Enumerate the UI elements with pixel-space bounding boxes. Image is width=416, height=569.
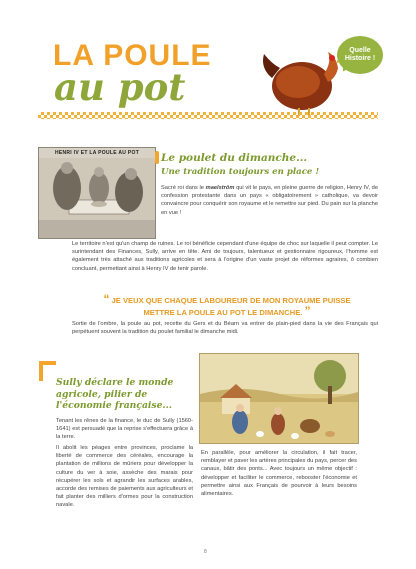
section1-paragraph1 (161, 184, 378, 217)
checkered-divider (38, 112, 378, 119)
farm-scene (200, 354, 358, 443)
para1-text-start: Sacré roi dans le (161, 185, 206, 191)
section2-heading: Sully déclare le monde agricole, pilier de l'économie française... (56, 377, 174, 411)
section1-paragraph3: Sortie de l'ombre, la poule au pot, recette du Gers et du Béarn va entrer de plain-pied dans la vie des Français qui perpétuent souvent la tradition du poulet familial le dimanche midi. (72, 321, 378, 336)
engraving-image (38, 147, 156, 239)
para1-emphasis: maelström (205, 185, 235, 191)
section1-heading: Le poulet du dimanche... (161, 152, 308, 164)
para1-text-end: qui vit le pays, en pleine guerre de religion, Henry IV, de confession protestante dans un pays « obligatoirement » catholique, va devoir convaincre pour conquérir son royaume et le remettre sur pied. Du pain sur la planche en vue ! (161, 185, 378, 216)
section1-subheading: Une tradition toujours en place ! (161, 167, 320, 177)
engraving-caption: HENRI IV ET LA POULE AU POT (54, 150, 140, 156)
page-title-line2: au pot (54, 65, 186, 109)
section2-paragraph2: Il abolit les péages entre provinces, proclame la liberté de commerce des céréales, encourage la plantation de millions de mûriers pour développer la culture du ver à soie, assèche des marais pour récupérer les sols et agrandir les surfaces arables, accorde des remises de paiements aux agriculteurs et fait planter des milliers d'ormes pour la construction navale. (56, 445, 193, 509)
section2-paragraph1: Tenant les rênes de la finance, le duc de Sully (1560-1641) est persuadé que la reprise s'effectuera grâce à la terre. (56, 418, 193, 441)
quelle-histoire-badge: Quelle Histoire ! (337, 36, 383, 74)
engraving-scene (39, 148, 155, 238)
page-title-line1: LA POULE (53, 39, 212, 72)
section2-accent (39, 361, 56, 381)
henri-quote (92, 294, 362, 318)
quote-open-mark: “ (103, 292, 110, 306)
quote-text: JE VEUX QUE CHAQUE LABOUREUR DE MON ROYAUME PUISSE METTRE LA POULE AU POT LE DIMANCHE. (111, 296, 351, 317)
section1-paragraph2: Le territoire n'est qu'un champ de ruines. Le roi bénéficie cependant d'une équipe de choc sur laquelle il peut compter. Le surintendant des Finances, Sully, arrive en tête. Ami de toujours, talentueux et gestionnaire rigoureux, l'homme est également très attaché aux traditions agricoles et sera à l'origine d'un vaste projet de réformes agraires, ô combien concluant, permettant ainsi à Henry IV de tenir parole. (72, 241, 378, 272)
heading-accent (155, 151, 159, 164)
page-number: 8 (204, 549, 207, 555)
section2-paragraph3: En parallèle, pour améliorer la circulation, il fait tracer, remblayer et paver les artères principales du pays, percer des canaux, bâtir des ponts... Avec toujours un même objectif : développer et faciliter le commerce, rebooster l'économie et permettre ainsi aux Français de pourvoir à leurs besoins alimentaires. (201, 450, 357, 498)
sully-farm-illustration (199, 353, 359, 444)
hen-illustration (258, 48, 340, 118)
quote-close-mark: ” (304, 304, 311, 318)
